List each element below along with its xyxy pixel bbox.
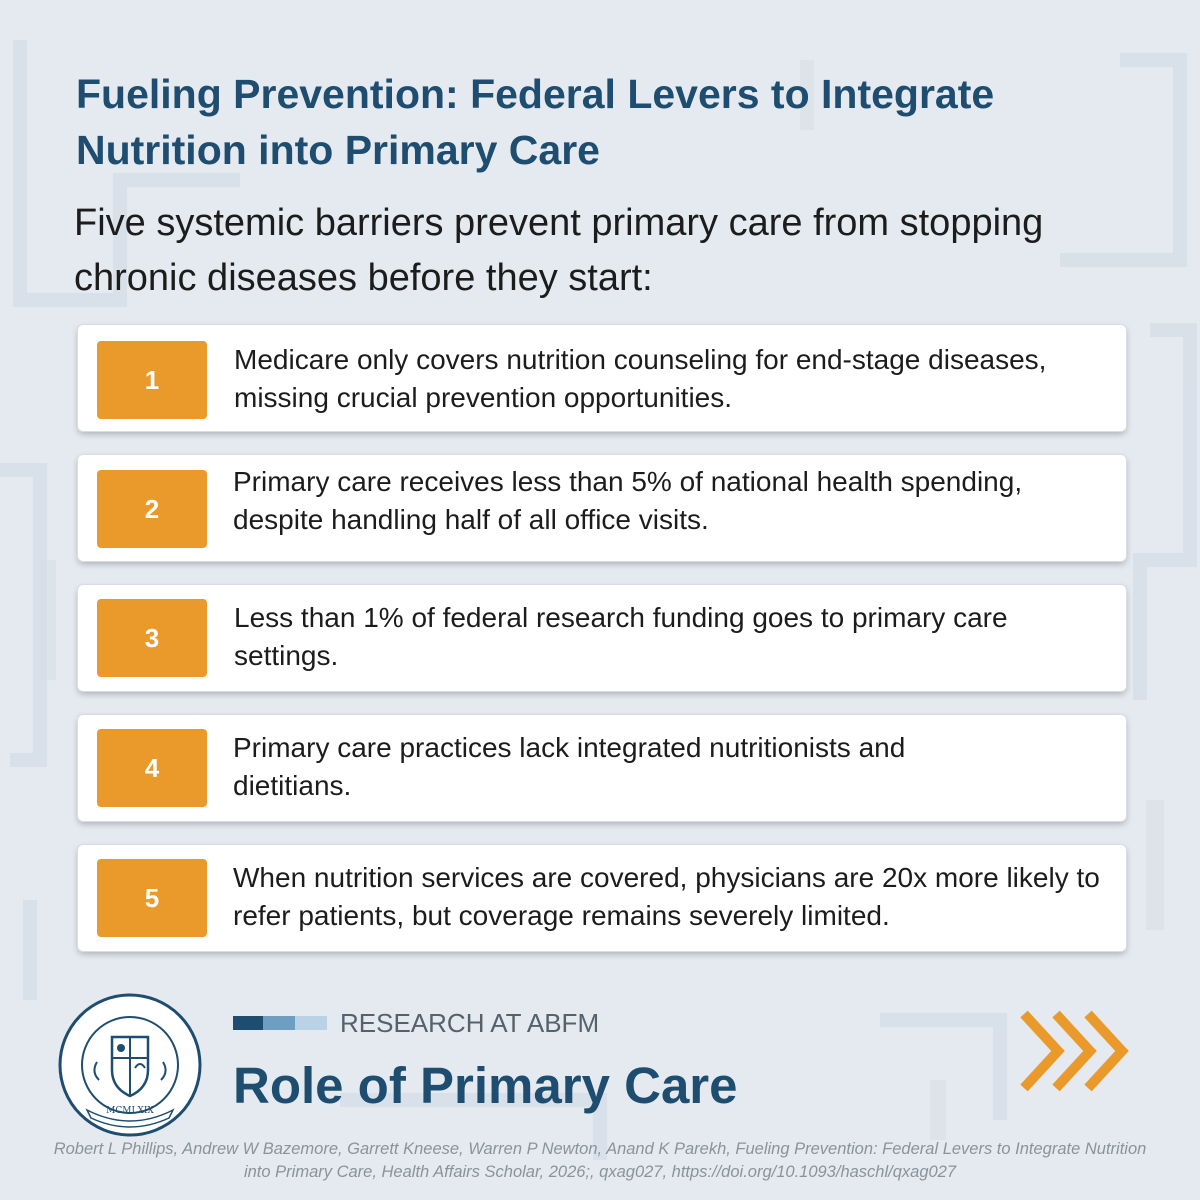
barrier-card-4	[78, 715, 1126, 821]
page-title: Fueling Prevention: Federal Levers to Integrate Nutrition into Primary Care	[76, 71, 995, 173]
barrier-number-3: 3	[97, 599, 207, 677]
barrier-text-1: Medicare only covers nutrition counseling for end-stage diseases, missing crucial prevention opportunities.	[234, 344, 1047, 413]
bar-light	[295, 1016, 327, 1030]
barrier-card-5	[78, 845, 1126, 951]
barrier-number-5: 5	[97, 859, 207, 937]
seal-year: MCMLXIX	[106, 1106, 154, 1116]
page-subtitle: Five systemic barriers prevent primary care from stopping chronic diseases before they start:	[74, 202, 1044, 299]
accent-bars	[233, 1016, 327, 1030]
barrier-text-3: Less than 1% of federal research funding goes to primary care settings.	[234, 602, 1008, 671]
barrier-text-5: When nutrition services are covered, physicians are 20x more likely to refer patients, but coverage remains severely limited.	[233, 862, 1100, 931]
citation: Robert L Phillips, Andrew W Bazemore, Garrett Kneese, Warren P Newton, Anand K Parekh, Fueling Prevention: Federal Levers to Integrate Nutrition into Primary Care, Health Affairs Scholar, 2026;, qxag027, https://doi.org/10.1093/haschl/qxag027	[53, 1140, 1147, 1181]
bar-mid	[263, 1016, 295, 1030]
barrier-card-3	[78, 585, 1126, 691]
barrier-number-1: 1	[97, 341, 207, 419]
abfm-seal-icon	[57, 992, 203, 1138]
barrier-number-2: 2	[97, 470, 207, 548]
barrier-text-4: Primary care practices lack integrated nutritionists and dietitians.	[233, 732, 906, 801]
section-eyebrow: RESEARCH AT ABFM	[340, 1008, 600, 1038]
series-title: Role of Primary Care	[233, 1057, 738, 1114]
barrier-card-2	[78, 455, 1126, 561]
bar-dark	[233, 1016, 263, 1030]
barrier-number-4: 4	[97, 729, 207, 807]
chevron-arrows-icon	[1018, 1008, 1130, 1094]
barrier-card-1	[78, 325, 1126, 431]
barrier-text-2: Primary care receives less than 5% of national health spending, despite handling half of all office visits.	[233, 466, 1023, 535]
